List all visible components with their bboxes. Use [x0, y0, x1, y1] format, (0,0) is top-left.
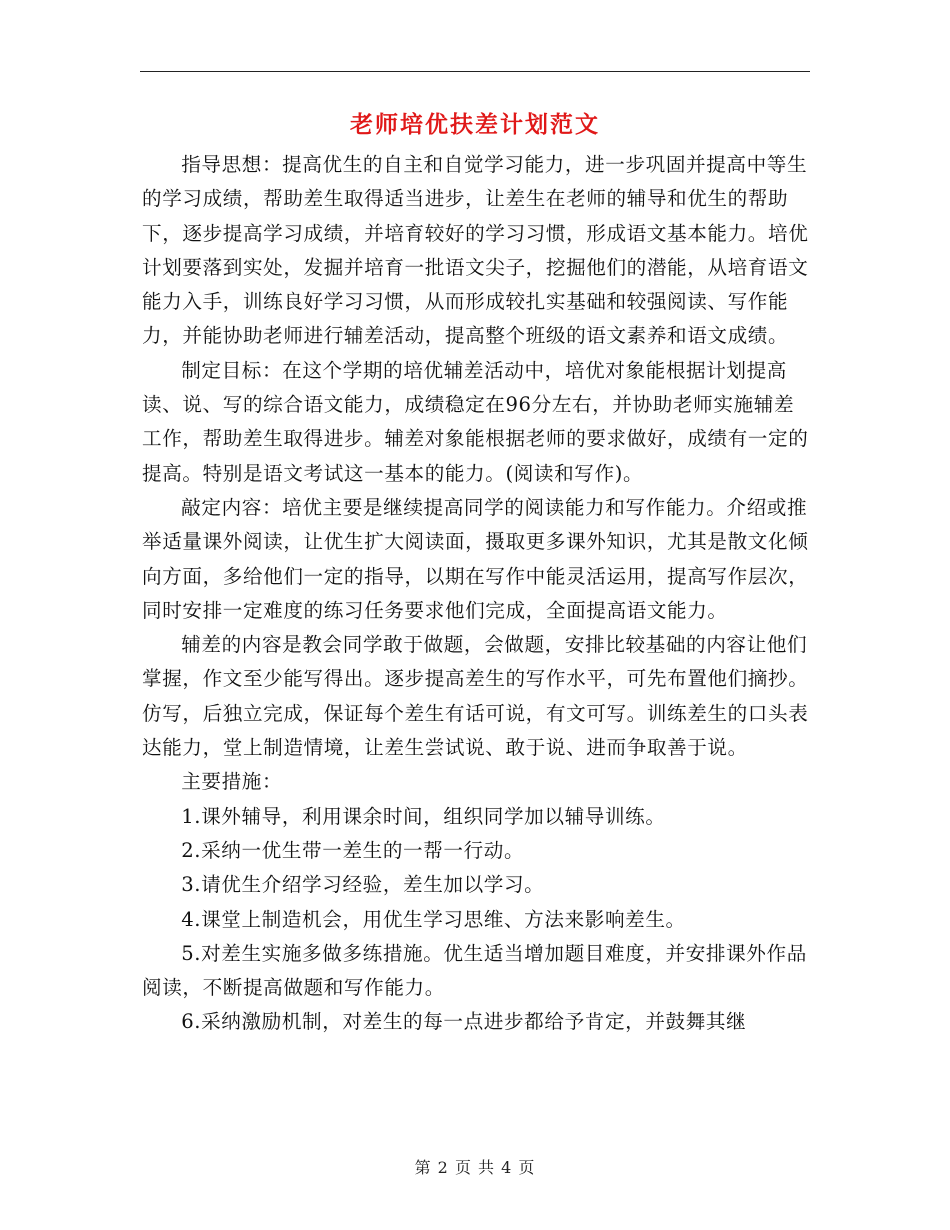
list-item-measure-4: 4.课堂上制造机会，用优生学习思维、方法来影响差生。: [181, 907, 686, 931]
paragraph-remedial: 辅差的内容是教会同学敢于做题，会做题，安排比较基础的内容让他们掌握，作文至少能写得出。逐步提高差生的写作水平，可先布置他们摘抄。仿写，后独立完成，保证每个差生有话可说，有文可写。训练差生的口头表达能力，堂上制造情境，让差生尝试说、敢于说、进而争取善于说。: [142, 633, 809, 760]
document-body: [142, 148, 810, 1040]
list-item-measure-1: 1.课外辅导，利用课余时间，组织同学加以辅导训练。: [181, 804, 666, 828]
paragraph-guiding-idea: 指导思想：提高优生的自主和自觉学习能力，进一步巩固并提高中等生的学习成绩，帮助差生取得适当进步，让差生在老师的辅导和优生的帮助下，逐步提高学习成绩，并培育较好的学习习惯，形成语文基本能力。培优计划要落到实处，发掘并培育一批语文尖子，挖掘他们的潜能，从培育语文能力入手，训练良好学习习惯，从而形成较扎实基础和较强阅读、写作能力，并能协助老师进行辅差活动，提高整个班级的语文素养和语文成绩。: [142, 153, 809, 348]
paragraph-measures-heading: 主要措施：: [181, 770, 283, 794]
header-rule: [140, 71, 810, 72]
list-item-measure-5: 5.对差生实施多做多练措施。优生适当增加题目难度，并安排课外作品阅读，不断提高做题和写作能力。: [142, 941, 807, 1000]
paragraph-content: 敲定内容：培优主要是继续提高同学的阅读能力和写作能力。介绍或推举适量课外阅读，让优生扩大阅读面，摄取更多课外知识，尤其是散文化倾向方面，多给他们一定的指导，以期在写作中能灵活运用，提高写作层次，同时安排一定难度的练习任务要求他们完成，全面提高语文能力。: [142, 495, 809, 622]
list-item-measure-3: 3.请优生介绍学习经验，差生加以学习。: [181, 873, 545, 897]
paragraph-goals: 制定目标：在这个学期的培优辅差活动中，培优对象能根据计划提高读、说、写的综合语文能力，成绩稳定在96分左右，并协助老师实施辅差工作，帮助差生取得进步。辅差对象能根据老师的要求做好，成绩有一定的提高。特别是语文考试这一基本的能力。(阅读和写作)。: [142, 358, 809, 485]
page-number-footer: 第 2 页 共 4 页: [414, 1158, 536, 1177]
list-item-measure-6: 6.采纳激励机制，对差生的每一点进步都给予肯定，并鼓舞其继: [181, 1010, 747, 1034]
document-title: 老师培优扶差计划范文: [350, 111, 600, 138]
list-item-measure-2: 2.采纳一优生带一差生的一帮一行动。: [181, 838, 525, 862]
